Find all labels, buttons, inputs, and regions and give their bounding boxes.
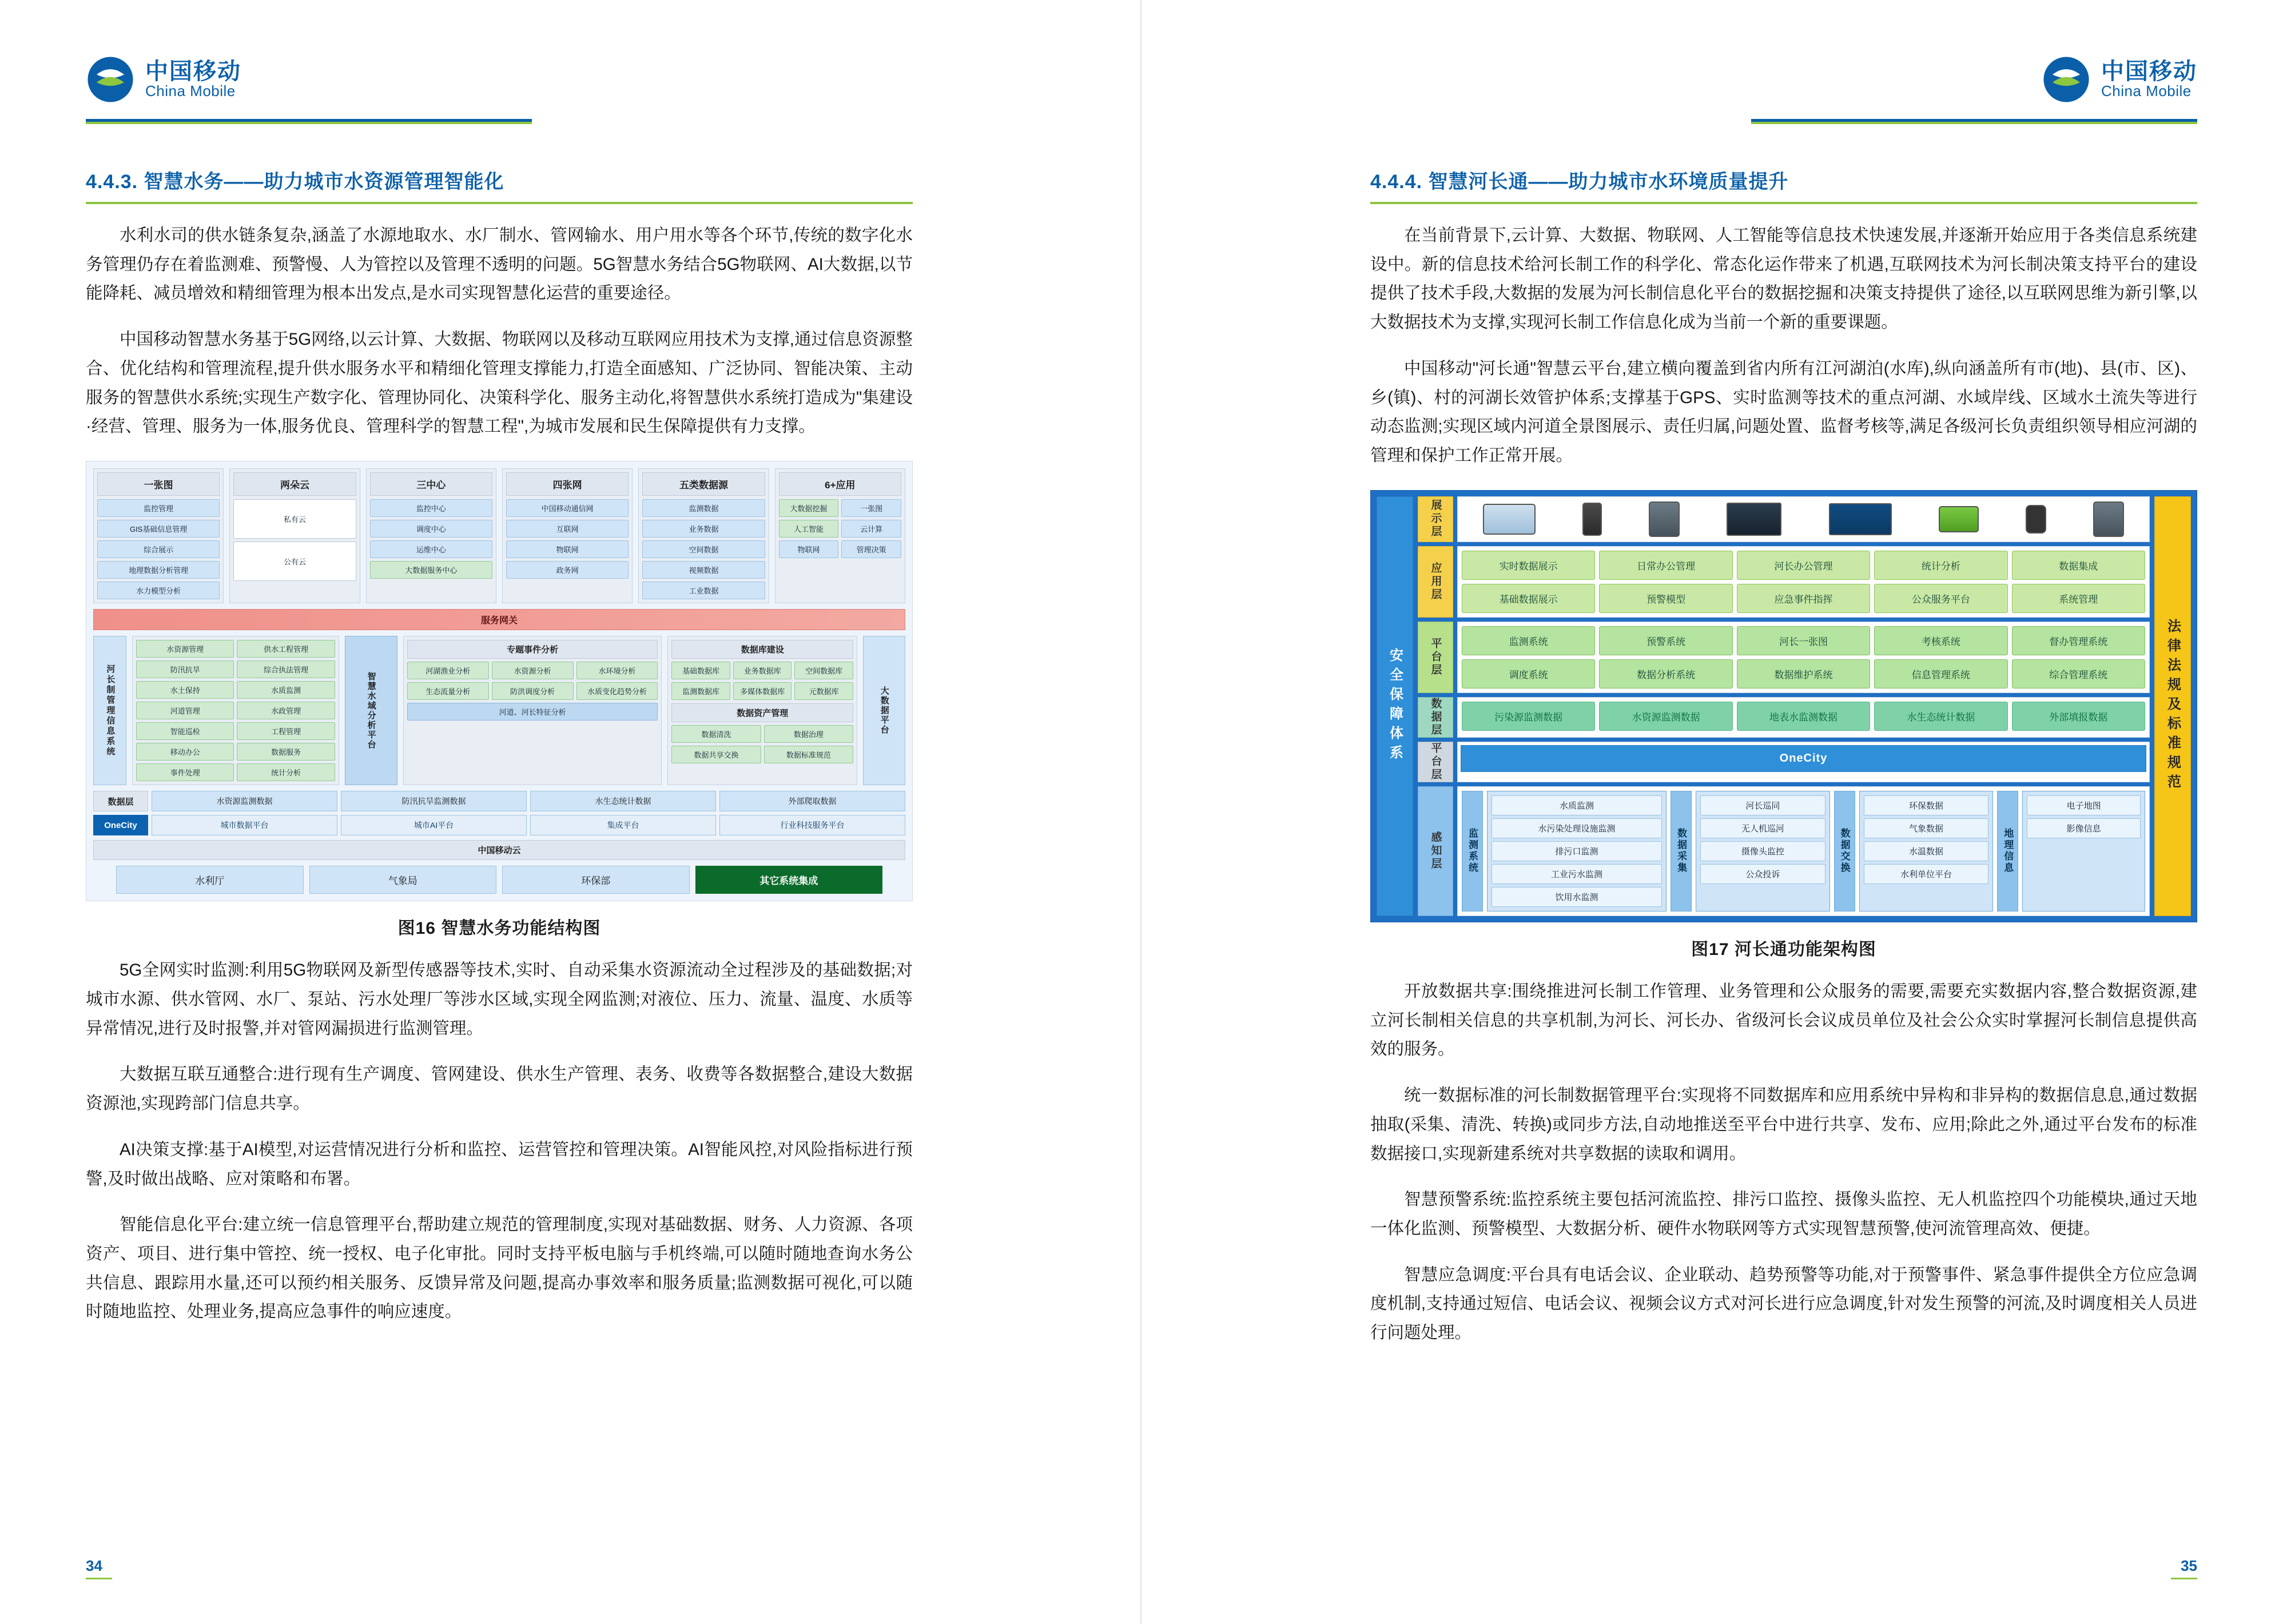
page-number-left: 34 [86, 1557, 102, 1574]
fig17-cell: 数据集成 [2012, 551, 2145, 580]
fig16-chip: 中国移动通信网 [506, 499, 629, 517]
figure-17-diagram [1370, 490, 2197, 922]
fig16-chip: 大数据挖掘 [779, 499, 839, 517]
fig17-cell: 日常办公管理 [1599, 551, 1732, 580]
fig16-chip: 河道、河长特征分析 [407, 703, 658, 721]
fig16-chip: 水质变化趋势分析 [576, 682, 658, 700]
section-title-4-4-4: 4.4.4. 智慧河长通——助力城市水环境质量提升 [1370, 166, 2197, 204]
tablet-icon [1649, 501, 1680, 537]
fig17-sense-item: 无人机巡河 [1700, 818, 1825, 838]
fig17-sense-head: 数据采集 [1671, 791, 1692, 911]
logo-text-en: China Mobile [2101, 82, 2191, 100]
fig17-display-devices [1457, 496, 2150, 542]
fig16-data-cell: 水生态统计数据 [530, 791, 716, 811]
fig16-chip: 水资源管理 [136, 640, 234, 658]
fig16-chip: 公有云 [233, 542, 356, 581]
content-column-right [1370, 166, 2197, 1348]
fig16-chip: 生态流量分析 [407, 682, 489, 700]
fig16-card-title: 三中心 [370, 472, 492, 496]
fig17-sense-item: 饮用水监测 [1491, 887, 1662, 907]
fig16-chip: 防汛抗旱 [136, 660, 234, 678]
fig17-onecity-wrap [1457, 742, 2150, 782]
paragraph: 统一数据标准的河长制数据管理平台:实现将不同数据库和应用系统中异构和非异构的数据信息息,通过数据抽取(采集、清洗、转换)或同步方法,自动地推送至平台中进行共享、发布、应用;除此之外,通过平台发布的标准数据接口,实现新建系统对共享数据的读取和调用。 [1370, 1086, 2197, 1163]
fig17-sense-head: 地理信息 [1997, 791, 2018, 911]
fig17-cell: 考核系统 [1874, 626, 2007, 655]
fig17-tier-label: 感知层 [1418, 786, 1453, 916]
fig16-chip: 工程管理 [237, 722, 335, 740]
green-display-icon [1939, 506, 1979, 532]
fig17-cell: 调度系统 [1462, 659, 1595, 688]
page-header-left [86, 55, 241, 104]
fig17-cell: 统计分析 [1874, 551, 2007, 580]
fig16-org-row [93, 866, 905, 894]
fig17-cell: 地表水监测数据 [1737, 702, 1870, 731]
fig16-analysis-box [403, 636, 662, 785]
fig16-chip: 空间数据库 [794, 662, 853, 679]
fig17-sense-item: 影像信息 [2027, 818, 2141, 838]
fig16-chip: 移动办公 [136, 743, 234, 761]
fig16-business-modules [132, 636, 339, 785]
paragraph: 智能信息化平台:建立统一信息管理平台,帮助建立规范的管理制度,实现对基础数据、财务、人力资源、各项资产、项目、进行集中管控、统一授权、电子化审批。同时支持平板电脑与手机终端,可以随时随地查询水务公共信息、跟踪用水量,还可以预约相关服务、反馈异常及问题,提高办事效率和服务质量;监测数据可视化,可以随时随地监控、处理业务,提高应急事件的响应速度。 [86, 1215, 913, 1322]
fig17-cell: 监测系统 [1462, 626, 1595, 655]
fig17-cell: 水资源监测数据 [1599, 702, 1732, 731]
fig17-sense-item: 环保数据 [1864, 795, 1989, 815]
figure-17 [1370, 490, 2197, 960]
fig17-data-modules [1457, 697, 2150, 738]
phone-icon [1582, 503, 1602, 536]
fig16-card-title: 一张图 [97, 472, 220, 496]
fig16-card-title: 四张网 [506, 472, 629, 496]
fig17-tier-application [1418, 546, 2150, 618]
fig16-chip: 空间数据 [642, 540, 765, 558]
fig16-chip: 互联网 [506, 520, 629, 538]
fig16-chip: 视频数据 [642, 561, 765, 579]
fig16-chip: 调度中心 [370, 520, 492, 538]
page-header-right [2042, 55, 2197, 104]
paragraph: 水利水司的供水链条复杂,涵盖了水源地取水、水厂制水、管网输水、用户用水等各个环节,传统的数字化水务管理仍存在着监测难、预警慢、人为管控以及管理不透明的问题。5G智慧水务结合5G物联网、AI大数据,以节能降耗、减员增效和精细管理为根本出发点,是水司实现智慧化运营的重要途径。 [86, 226, 913, 303]
fig16-card-two-clouds [229, 468, 360, 603]
fig17-cell: 预警系统 [1599, 626, 1732, 655]
header-rule-left [86, 119, 532, 122]
fig17-tier-onecity [1418, 742, 2150, 782]
fig17-tier-label: 平台层 [1418, 622, 1453, 693]
fig16-db-title: 数据库建设 [671, 640, 853, 659]
fig17-cell: 外部填报数据 [2012, 702, 2145, 731]
paragraph: 中国移动"河长通"智慧云平台,建立横向覆盖到省内所有江河湖泊(水库),纵向涵盖所有市(地)、县(市、区)、乡(镇)、村的河湖长效管护体系;支撑基于GPS、实时监测等技术的重点河湖、水域岸线、区域水土流失等进行动态监测;实现区域内河道全景图展示、责任归属,问题处置、监督考核等,满足各级河长负责组织领导相应河湖的管理和保护工作正常开展。 [1370, 359, 2197, 465]
fig17-cell: 督办管理系统 [2012, 626, 2145, 655]
fig16-chip: 一张图 [841, 499, 901, 517]
fig16-smart-water-platform-label: 智慧水域分析平台 [345, 636, 397, 785]
paragraph: 智慧预警系统:监控系统主要包括河流监控、排污口监控、摄像头监控、无人机监控四个功能模块,通过天地一体化监测、预警模型、大数据分析、硬件水物联网等方式实现智慧预警,使河流管理高效、便捷。 [1370, 1190, 2197, 1239]
fig16-service-gateway-bar: 服务网关 [93, 609, 905, 630]
paragraph: 开放数据共享:围绕推进河长制工作管理、业务管理和公众服务的需要,需要充实数据内容,整合数据资源,建立河长制相关信息的共享机制,为河长、河长办、省级河长会议成员单位及社会公众实时掌握河长制信息提供高效的服务。 [1370, 981, 2197, 1059]
fig16-chip: 河道管理 [136, 702, 234, 719]
fig17-cell: 预警模型 [1599, 584, 1732, 613]
fig16-top-row [93, 468, 905, 603]
fig16-chip: 元数据库 [794, 682, 853, 700]
figure-16-diagram [86, 461, 913, 901]
fig16-chip: 监控管理 [97, 499, 220, 517]
tv-screen-icon [1829, 503, 1892, 535]
fig16-chip: 人工智能 [779, 520, 839, 538]
fig17-sense-item: 水温数据 [1864, 841, 1989, 861]
fig17-cell: 基础数据展示 [1462, 584, 1595, 613]
fig17-tier-platform [1418, 622, 2150, 693]
paragraph: 中国移动智慧水务基于5G网络,以云计算、大数据、物联网以及移动互联网应用技术为支撑,通过信息资源整合、优化结构和管理流程,提升供水服务水平和精细化管理支撑能力,打造全面感知、广泛协同、智能决策、主动服务的智慧供水系统;实现生产数字化、管理协同化、决策科学化、服务主动化,将智慧供水系统打造成为"集建设·经营、管理、服务为一体,服务优良、管理科学的智慧工程",为城市发展和民生保障提供有力支撑。 [86, 330, 913, 436]
fig16-chip: 监测数据 [642, 499, 765, 517]
paragraph: 大数据互联互通整合:进行现有生产调度、管网建设、供水生产管理、表务、收费等各数据整合,建设大数据资源池,实现跨部门信息共享。 [86, 1065, 913, 1113]
fig16-chip: 物联网 [779, 540, 839, 558]
fig17-sense-head: 监测系统 [1462, 791, 1483, 911]
fig17-tier-sensing [1418, 786, 2150, 916]
fig16-chip: 政务网 [506, 561, 629, 579]
fig16-analysis-title: 专题事件分析 [407, 640, 658, 659]
fig16-data-cell: 外部爬取数据 [719, 791, 905, 811]
fig16-chip: 业务数据库 [733, 662, 792, 679]
fig17-cell: 信息管理系统 [1874, 659, 2007, 688]
fig17-sensing-modules [1457, 786, 2150, 916]
fig17-cell: 应急事件指挥 [1737, 584, 1870, 613]
fig17-cell: 系统管理 [2012, 584, 2145, 613]
fig17-cell: 实时数据展示 [1462, 551, 1595, 580]
fig17-sense-item: 水利单位平台 [1864, 864, 1989, 884]
fig17-cell: 污染源监测数据 [1462, 702, 1595, 731]
fig17-tier-display [1418, 496, 2150, 542]
fig16-card-title: 两朵云 [233, 472, 356, 496]
fig16-card-four-networks [502, 468, 633, 603]
tablet-icon [2093, 501, 2124, 537]
fig16-chip: 基础数据库 [671, 662, 730, 679]
header-rule-right [1751, 119, 2197, 122]
fig16-chip: 数据共享交换 [671, 746, 761, 763]
fig16-chip: 水环境分析 [576, 662, 658, 679]
fig16-onecity-row [93, 815, 905, 835]
fig17-sense-item: 电子地图 [2027, 795, 2141, 815]
fig16-asset-title: 数据资产管理 [671, 703, 853, 722]
china-mobile-logo-icon [2042, 55, 2091, 104]
page-number-right: 35 [2181, 1557, 2197, 1574]
paragraph: AI决策支撑:基于AI模型,对运营情况进行分析和监控、运营管控和管理决策。AI智能风控,对风险指标进行预警,及时做出战略、应对策略和布署。 [86, 1140, 913, 1188]
fig16-middle-row [93, 636, 905, 785]
fig17-tier-label: 平台层 [1418, 742, 1453, 782]
fig16-chip: 供水工程管理 [237, 640, 335, 658]
figure-16 [86, 461, 913, 939]
fig16-onecity-cell: 城市数据平台 [152, 815, 337, 835]
fig16-chip: 地理数据分析管理 [97, 561, 220, 579]
fig16-chip: 综合执法管理 [237, 660, 335, 678]
fig16-card-one-map [93, 468, 224, 603]
fig16-chip: 业务数据 [642, 520, 765, 538]
fig16-onecity-cell: 行业科技服务平台 [719, 815, 905, 835]
fig17-application-modules [1457, 546, 2150, 618]
fig17-tier-label: 应用层 [1418, 546, 1453, 618]
section-title-4-4-3: 4.4.3. 智慧水务——助力城市水资源管理智能化 [86, 166, 913, 204]
logo-text-en: China Mobile [145, 82, 236, 100]
fig17-sense-head: 数据交换 [1834, 791, 1855, 911]
paragraph: 5G全网实时监测:利用5G物联网及新型传感器等技术,实时、自动采集水资源流动全过程涉及的基础数据;对城市水源、供水管网、水厂、泵站、污水处理厂等涉水区域,实现全网监测;对液位、压力、流量、温度、水质等异常情况,进行及时报警,并对管网漏损进行监测管理。 [86, 961, 913, 1038]
fig16-chip: 水质监测 [237, 681, 335, 699]
fig16-chip: 运维中心 [370, 540, 492, 558]
fig17-security-system-label: 安全保障体系 [1377, 496, 1413, 916]
figure-16-caption: 图16 智慧水务功能结构图 [397, 919, 601, 938]
fig17-laws-standards-label: 法律法规及标准规范 [2154, 496, 2191, 916]
fig17-sense-item: 摄像头监控 [1700, 841, 1825, 861]
fig16-chip: 多媒体数据库 [733, 682, 792, 700]
fig16-card-three-centers [366, 468, 496, 603]
fig16-chip: 监测数据库 [671, 682, 730, 700]
fig16-card-title: 6+应用 [779, 472, 901, 496]
fig17-tier-data [1418, 697, 2150, 738]
china-mobile-logo [86, 55, 241, 104]
laptop-icon [1483, 504, 1536, 535]
fig17-tier-label: 数据层 [1418, 697, 1453, 738]
logo-text-cn: 中国移动 [145, 59, 241, 85]
fig16-data-layer-label: 数据层 [93, 791, 148, 811]
fig16-data-cell: 水资源监测数据 [152, 791, 337, 811]
page-number-rule-right [2171, 1578, 2197, 1579]
fig16-chip: 综合展示 [97, 540, 220, 558]
fig17-cell: 水生态统计数据 [1874, 702, 2007, 731]
smartwatch-icon [2026, 505, 2046, 534]
fig16-org-cell: 气象局 [309, 866, 497, 894]
fig16-chip: 数据清洗 [671, 725, 761, 743]
fig17-sense-item: 河长巡同 [1700, 795, 1825, 815]
logo-text-cn: 中国移动 [2101, 59, 2197, 85]
fig16-chip: 私有云 [233, 499, 356, 539]
fig16-chip: 管理决策 [841, 540, 901, 558]
fig16-chip: 水政管理 [237, 702, 335, 719]
header-rule-green [86, 122, 532, 124]
fig16-chip: 水力模型分析 [97, 582, 220, 599]
fig17-sense-item: 气象数据 [1864, 818, 1989, 838]
fig16-cloud-bus-bar: 中国移动云 [93, 840, 905, 860]
fig17-sense-item: 排污口监测 [1491, 841, 1662, 861]
fig16-bigdata-platform-label: 大数据平台 [863, 636, 905, 785]
fig16-onecity-cell: 城市AI平台 [341, 815, 527, 835]
fig16-org-cell: 水利厅 [116, 866, 304, 894]
fig16-chip: 数据治理 [764, 725, 853, 743]
fig17-cell: 河长一张图 [1737, 626, 1870, 655]
page-right [1142, 0, 2283, 1624]
fig16-chip: 工业数据 [642, 582, 765, 599]
fig16-data-layer-row [93, 791, 905, 811]
fig16-chip: 水资源分析 [492, 662, 574, 679]
fig16-chip: 智能巡检 [136, 722, 234, 740]
fig17-sense-item: 水质监测 [1491, 795, 1662, 815]
figure-17-caption: 图17 河长通功能架构图 [1691, 940, 1876, 959]
fig16-chip: 监控中心 [370, 499, 492, 517]
monitor-icon [1727, 503, 1781, 536]
fig16-chip: 事件处理 [136, 763, 234, 781]
fig16-card-six-apps [775, 468, 905, 603]
fig16-onecity-label: OneCity [93, 815, 148, 835]
fig16-card-five-datasources [638, 468, 769, 603]
fig16-chip: 水土保持 [136, 681, 234, 699]
fig17-cell: 公众服务平台 [1874, 584, 2007, 613]
header-rule-green [1751, 122, 2197, 124]
fig16-chip: 统计分析 [237, 763, 335, 781]
china-mobile-logo-icon [86, 55, 135, 104]
fig17-sense-item: 水污染处理设施监测 [1491, 818, 1662, 838]
fig17-onecity-bar: OneCity [1461, 745, 2146, 772]
fig16-river-chief-system-label: 河长制管理信息系统 [93, 636, 126, 785]
fig16-chip: 河湖渔业分析 [407, 662, 489, 679]
fig16-org-cell: 其它系统集成 [695, 866, 883, 894]
fig17-platform-modules [1457, 622, 2150, 693]
page-number-rule-left [86, 1578, 112, 1579]
fig17-sense-item: 工业污水监测 [1491, 864, 1662, 884]
fig17-cell: 综合管理系统 [2012, 659, 2145, 688]
fig17-tier-label: 展示层 [1418, 496, 1453, 542]
content-column-left [86, 166, 913, 1327]
fig16-database-box [667, 636, 857, 785]
china-mobile-logo [2042, 55, 2197, 104]
fig17-cell: 数据分析系统 [1599, 659, 1732, 688]
fig16-data-cell: 防汛抗旱监测数据 [341, 791, 527, 811]
paragraph: 在当前背景下,云计算、大数据、物联网、人工智能等信息技术快速发展,并逐渐开始应用于各类信息系统建设中。新的信息技术给河长制工作的科学化、常态化运作带来了机遇,互联网技术为河长制决策支持平台的建设提供了技术手段,大数据的发展为河长制信息化平台的数据挖掘和决策支持提供了途径,以互联网思维为新引擎,以大数据技术为支撑,实现河长制工作信息化成为当前一个新的重要课题。 [1370, 226, 2197, 332]
fig17-sense-item: 公众投诉 [1700, 864, 1825, 884]
fig17-cell: 河长办公管理 [1737, 551, 1870, 580]
fig16-card-title: 五类数据源 [642, 472, 765, 496]
fig16-chip: 物联网 [506, 540, 629, 558]
fig16-org-cell: 环保部 [502, 866, 690, 894]
paragraph: 智慧应急调度:平台具有电话会议、企业联动、趋势预警等功能,对于预警事件、紧急事件提供全方位应急调度机制,支持通过短信、电话会议、视频会议方式对河长进行应急调度,针对发生预警的河流,及时调度相关人员进行问题处理。 [1370, 1265, 2197, 1343]
fig16-chip: 大数据服务中心 [370, 561, 492, 579]
fig16-chip: 数据标准规范 [764, 746, 853, 763]
fig16-onecity-cell: 集成平台 [530, 815, 716, 835]
fig17-cell: 数据维护系统 [1737, 659, 1870, 688]
fig16-chip: 云计算 [841, 520, 901, 538]
fig16-chip: 数据服务 [237, 743, 335, 761]
fig16-chip: 防洪调度分析 [492, 682, 574, 700]
fig16-chip: GIS基础信息管理 [97, 520, 220, 538]
